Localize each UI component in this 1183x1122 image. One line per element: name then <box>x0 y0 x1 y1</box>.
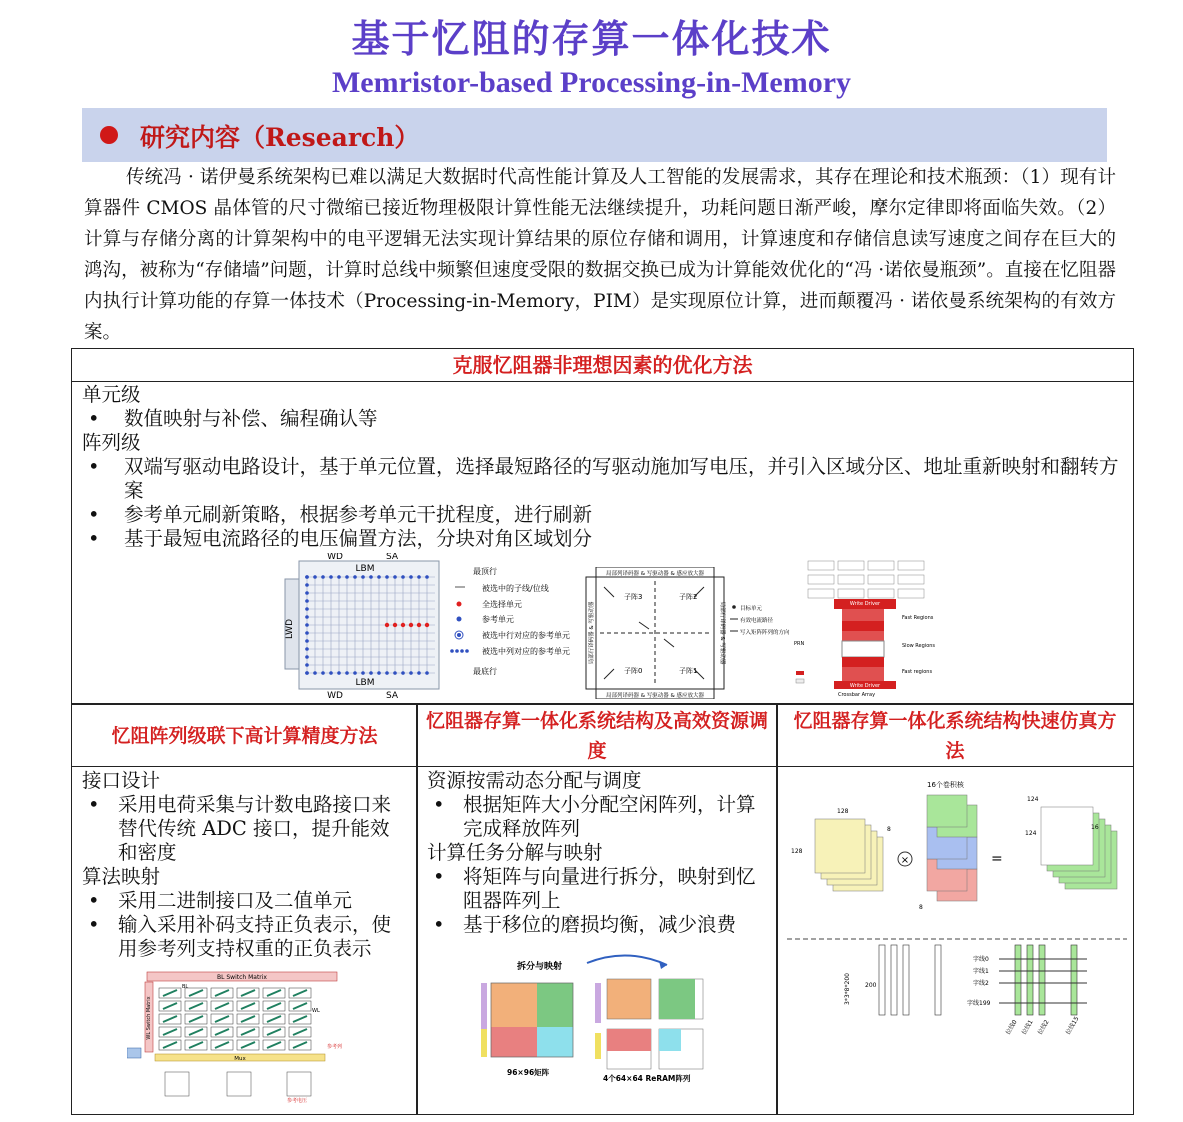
ref-cell-dot <box>409 575 413 579</box>
subarray-figure <box>584 567 794 699</box>
fig-label: 8 <box>887 826 891 833</box>
selected-cell-dot <box>393 623 397 627</box>
fig-label: 128 <box>791 848 803 855</box>
fig-label: PRN <box>794 641 805 647</box>
fig-label: 局部列译码器 & 写驱动器 & 感应放大器 <box>605 693 705 699</box>
region-figure <box>794 557 944 697</box>
optimization-panel-title: 克服忆阻器非理想因素的优化方法 <box>72 349 1133 382</box>
multiply-icon: × <box>900 855 910 866</box>
fig-label: 局部行译码器 & 写驱动器 <box>719 601 725 665</box>
fig-label: 位线0 <box>1004 1018 1019 1036</box>
list-item: • 将矩阵与向量进行拆分，映射到忆阻器阵列上 <box>427 865 767 913</box>
group-heading: 单元级 <box>82 383 141 406</box>
ref-cell-dot <box>305 631 309 635</box>
ref-cell-dot <box>329 575 333 579</box>
fig-label: Write Driver <box>849 683 881 689</box>
list-item: • 数值映射与补偿、编程确认等 <box>82 407 1127 431</box>
ref-cell-dot <box>353 575 357 579</box>
page-title-cn: 基于忆阻的存算一体化技术 <box>351 17 832 61</box>
intro-text: 传统冯 · 诺伊曼系统架构已难以满足大数据时代高性能计算及人工智能的发展需求，其存在理论和技术瓶颈：（1）现有计算器件 CMOS 晶体管的尺寸微缩已接近物理极限计算性能无法继续提升，功耗问题日渐严峻，摩尔定律即将面临失效。（2）计算与存储分离的计算架构中的电平逻辑无法实现计算结果的原位存储和调用，计算速度和存储信息读写速度之间存在巨大的鸿沟，被称为“存储墙”问题，计算时总线中频繁但速度受限的数据交换已成为计算能效优化的“冯 ·诺依曼瓶颈”。直接在忆阻器内执行计算功能的存算一体技术（Processing-in-Memory，PIM）是实现原位计算，进而颠覆冯 · 诺依曼系统架构的有效方案。 <box>84 167 1116 343</box>
quad-label: 子阵0 <box>624 667 643 675</box>
fig-label: Fast regions <box>902 669 933 675</box>
ref-cell-dot <box>329 671 333 675</box>
group-heading: 阵列级 <box>82 431 141 454</box>
group-heading: 资源按需动态分配与调度 <box>427 769 642 792</box>
legend-text: 被选中行对应的参考单元 <box>482 631 570 640</box>
ref-cell-dot <box>305 575 309 579</box>
legend-text: 最底行 <box>473 667 497 676</box>
ref-cell-dot <box>385 575 389 579</box>
fig-label: 字线199 <box>967 1000 991 1007</box>
region-row-cell <box>808 561 834 570</box>
selected-cell-dot <box>409 623 413 627</box>
selected-cell-dot <box>401 623 405 627</box>
quad-label: 子阵3 <box>624 593 643 601</box>
ref-cell-dot <box>401 575 405 579</box>
ref-cell-dot <box>361 671 365 675</box>
list-item: • 双端写驱动电路设计，基于单元位置，选择最短路径的写驱动施加写电压，并引入区域分区、地址重新映射和翻转方案 <box>82 455 1127 503</box>
ref-cell-dot <box>305 623 309 627</box>
fig-label: Crossbar Array <box>838 692 876 697</box>
ref-cell-dot <box>313 575 317 579</box>
scheduling-panel-title: 忆阻器存算一体化系统结构及高效资源调度 <box>417 705 777 767</box>
legend-text: 写入矩阵阵列的方向 <box>740 630 790 636</box>
ref-cell-dot <box>305 663 309 667</box>
ref-cell-dot <box>369 671 373 675</box>
ref-cell-dot <box>305 591 309 595</box>
fig-label: 124 <box>1025 830 1037 837</box>
simulation-panel <box>776 704 1134 1115</box>
ref-cell-dot <box>377 671 381 675</box>
group-heading: 算法映射 <box>82 865 161 888</box>
region-row-cell <box>898 561 924 570</box>
ref-cell-dot <box>345 671 349 675</box>
fig-label: Fast Regions <box>902 615 934 621</box>
ref-cell-dot <box>425 671 429 675</box>
section-title: 研究内容（Research） <box>140 123 420 152</box>
ref-cell-dot <box>305 599 309 603</box>
region-row-cell <box>838 575 864 584</box>
lwd-label: LWD <box>285 618 295 640</box>
list-item: • 输入采用补码支持正负表示，使用参考列支持权重的正负表示 <box>82 913 408 961</box>
simulation-panel-title: 忆阻器存算一体化系统结构快速仿真方法 <box>777 705 1133 767</box>
fig-label: 参考列 <box>327 1044 343 1050</box>
precision-list <box>82 769 408 961</box>
bullet-dot-icon <box>100 126 118 144</box>
region-row-cell <box>868 589 894 598</box>
fig-label: Write Driver <box>849 601 881 607</box>
selected-cell-dot <box>385 623 389 627</box>
sa-label: SA <box>385 553 399 562</box>
region-row-cell <box>808 575 834 584</box>
conv-mapping-figure <box>787 777 1127 1107</box>
fig-label: 局部列译码器 & 写驱动器 & 感应放大器 <box>605 571 705 577</box>
fig-label: 96×96矩阵 <box>507 1068 550 1077</box>
fig-label: 位线1 <box>1020 1018 1035 1036</box>
ref-cell-dot <box>401 671 405 675</box>
scheduling-list <box>427 769 767 937</box>
fig-label: 3*3*8*200 <box>844 973 851 1005</box>
legend-dot <box>457 602 462 607</box>
fig-label: 参考电压 <box>287 1098 308 1103</box>
fig-label: 字线0 <box>973 956 989 963</box>
group-heading: 接口设计 <box>82 769 161 792</box>
intro-paragraph <box>84 162 1116 348</box>
ref-cell-dot <box>337 671 341 675</box>
ref-cell-dot <box>385 671 389 675</box>
legend-text: 目标单元 <box>740 606 763 612</box>
group-heading: 计算任务分解与映射 <box>427 841 603 864</box>
precision-panel <box>71 704 418 1115</box>
fig-label: 字线2 <box>973 980 989 987</box>
ref-cell-dot <box>305 607 309 611</box>
fig-label: WL Switch Matrix <box>146 996 152 1040</box>
fig-label: Slow Regions <box>902 643 936 649</box>
region-row-cell <box>898 589 924 598</box>
list-item: • 基于最短电流路径的电压偏置方法，分块对角区域划分 <box>82 527 1127 551</box>
ref-cell-dot <box>337 575 341 579</box>
optimization-list <box>82 383 1127 551</box>
ref-cell-dot <box>409 671 413 675</box>
ref-cell-dot <box>321 671 325 675</box>
list-item: • 参考单元刷新策略，根据参考单元干扰程度，进行刷新 <box>82 503 1127 527</box>
ref-cell-dot <box>305 615 309 619</box>
wd-label: WD <box>327 691 343 701</box>
region-row-cell <box>898 575 924 584</box>
legend-text: 有效电流路径 <box>740 618 774 624</box>
page-title-en: Memristor-based Processing-in-Memory <box>331 66 852 99</box>
quad-label: 子阵2 <box>679 593 698 601</box>
wd-label: WD <box>327 553 343 562</box>
selected-cell-dot <box>425 623 429 627</box>
ref-cell-dot <box>305 671 309 675</box>
fig-label: 124 <box>1027 796 1039 803</box>
ref-cell-dot <box>393 575 397 579</box>
fig-label: 16 <box>1091 824 1099 831</box>
fig-label: BL <box>182 984 189 990</box>
fig-label: 200 <box>865 982 877 989</box>
fig-label: WL <box>312 1008 320 1014</box>
ref-cell-dot <box>305 583 309 587</box>
legend-text: 被选中的子线/位线 <box>482 584 549 593</box>
fig-label: 位线15 <box>1064 1015 1081 1036</box>
equals-icon: = <box>991 851 1003 867</box>
partition-mapping-figure <box>477 949 727 1085</box>
ref-cell-dot <box>425 575 429 579</box>
ref-cell-dot <box>417 671 421 675</box>
legend-text: 最顶行 <box>473 567 497 576</box>
lbm-label: LBM <box>355 678 375 688</box>
quad-label: 子阵1 <box>679 667 698 675</box>
region-row-cell <box>868 561 894 570</box>
scheduling-panel <box>416 704 778 1115</box>
legend-text: 被选中列对应的参考单元 <box>482 647 570 656</box>
legend-text: 参考单元 <box>482 615 514 624</box>
precision-panel-title: 忆阻阵列级联下高计算精度方法 <box>72 705 417 767</box>
region-row-cell <box>808 589 834 598</box>
section-bar <box>82 108 1107 162</box>
switch-matrix-figure <box>127 968 387 1103</box>
selected-cell-dot <box>417 623 421 627</box>
region-row-cell <box>838 589 864 598</box>
fig-label: 128 <box>837 808 849 815</box>
fig-label: 4个64×64 ReRAM阵列 <box>603 1074 691 1083</box>
ref-cell-dot <box>321 575 325 579</box>
ref-cell-dot <box>417 575 421 579</box>
fig-label: BL Switch Matrix <box>216 974 268 981</box>
sa-label: SA <box>385 691 399 701</box>
ref-cell-dot <box>353 671 357 675</box>
ref-cell-dot <box>393 671 397 675</box>
fig-label: 8 <box>919 904 923 911</box>
optimization-panel <box>71 348 1134 704</box>
ref-cell-dot <box>305 647 309 651</box>
fig-label: 16个卷积核 <box>927 781 964 789</box>
list-item: • 基于移位的磨损均衡，减少浪费 <box>427 913 767 937</box>
fig-label: Mux <box>234 1056 246 1062</box>
ref-cell-dot <box>313 671 317 675</box>
ref-cell-dot <box>369 575 373 579</box>
ref-cell-dot <box>377 575 381 579</box>
ref-cell-dot <box>361 575 365 579</box>
list-item: • 采用电荷采集与计数电路接口来替代传统 ADC 接口，提升能效和密度 <box>82 793 408 865</box>
fig-label: 局部行译码器 & 写驱动器 <box>589 601 595 665</box>
region-row-cell <box>838 561 864 570</box>
list-item: • 根据矩阵大小分配空闲阵列，计算完成释放阵列 <box>427 793 767 841</box>
arrow-icon <box>587 955 667 965</box>
region-row-cell <box>868 575 894 584</box>
fig-label: 拆分与映射 <box>517 962 563 972</box>
ref-cell-dot <box>305 655 309 659</box>
list-item: • 采用二进制接口及二值单元 <box>82 889 408 913</box>
fig-label: 字线1 <box>973 968 989 975</box>
legend-text: 全选择单元 <box>482 600 522 609</box>
fig-label: 位线2 <box>1036 1018 1051 1036</box>
legend-dot <box>457 617 462 622</box>
ref-cell-dot <box>305 639 309 643</box>
ref-cell-dot <box>345 575 349 579</box>
lbm-label: LBM <box>355 564 375 574</box>
